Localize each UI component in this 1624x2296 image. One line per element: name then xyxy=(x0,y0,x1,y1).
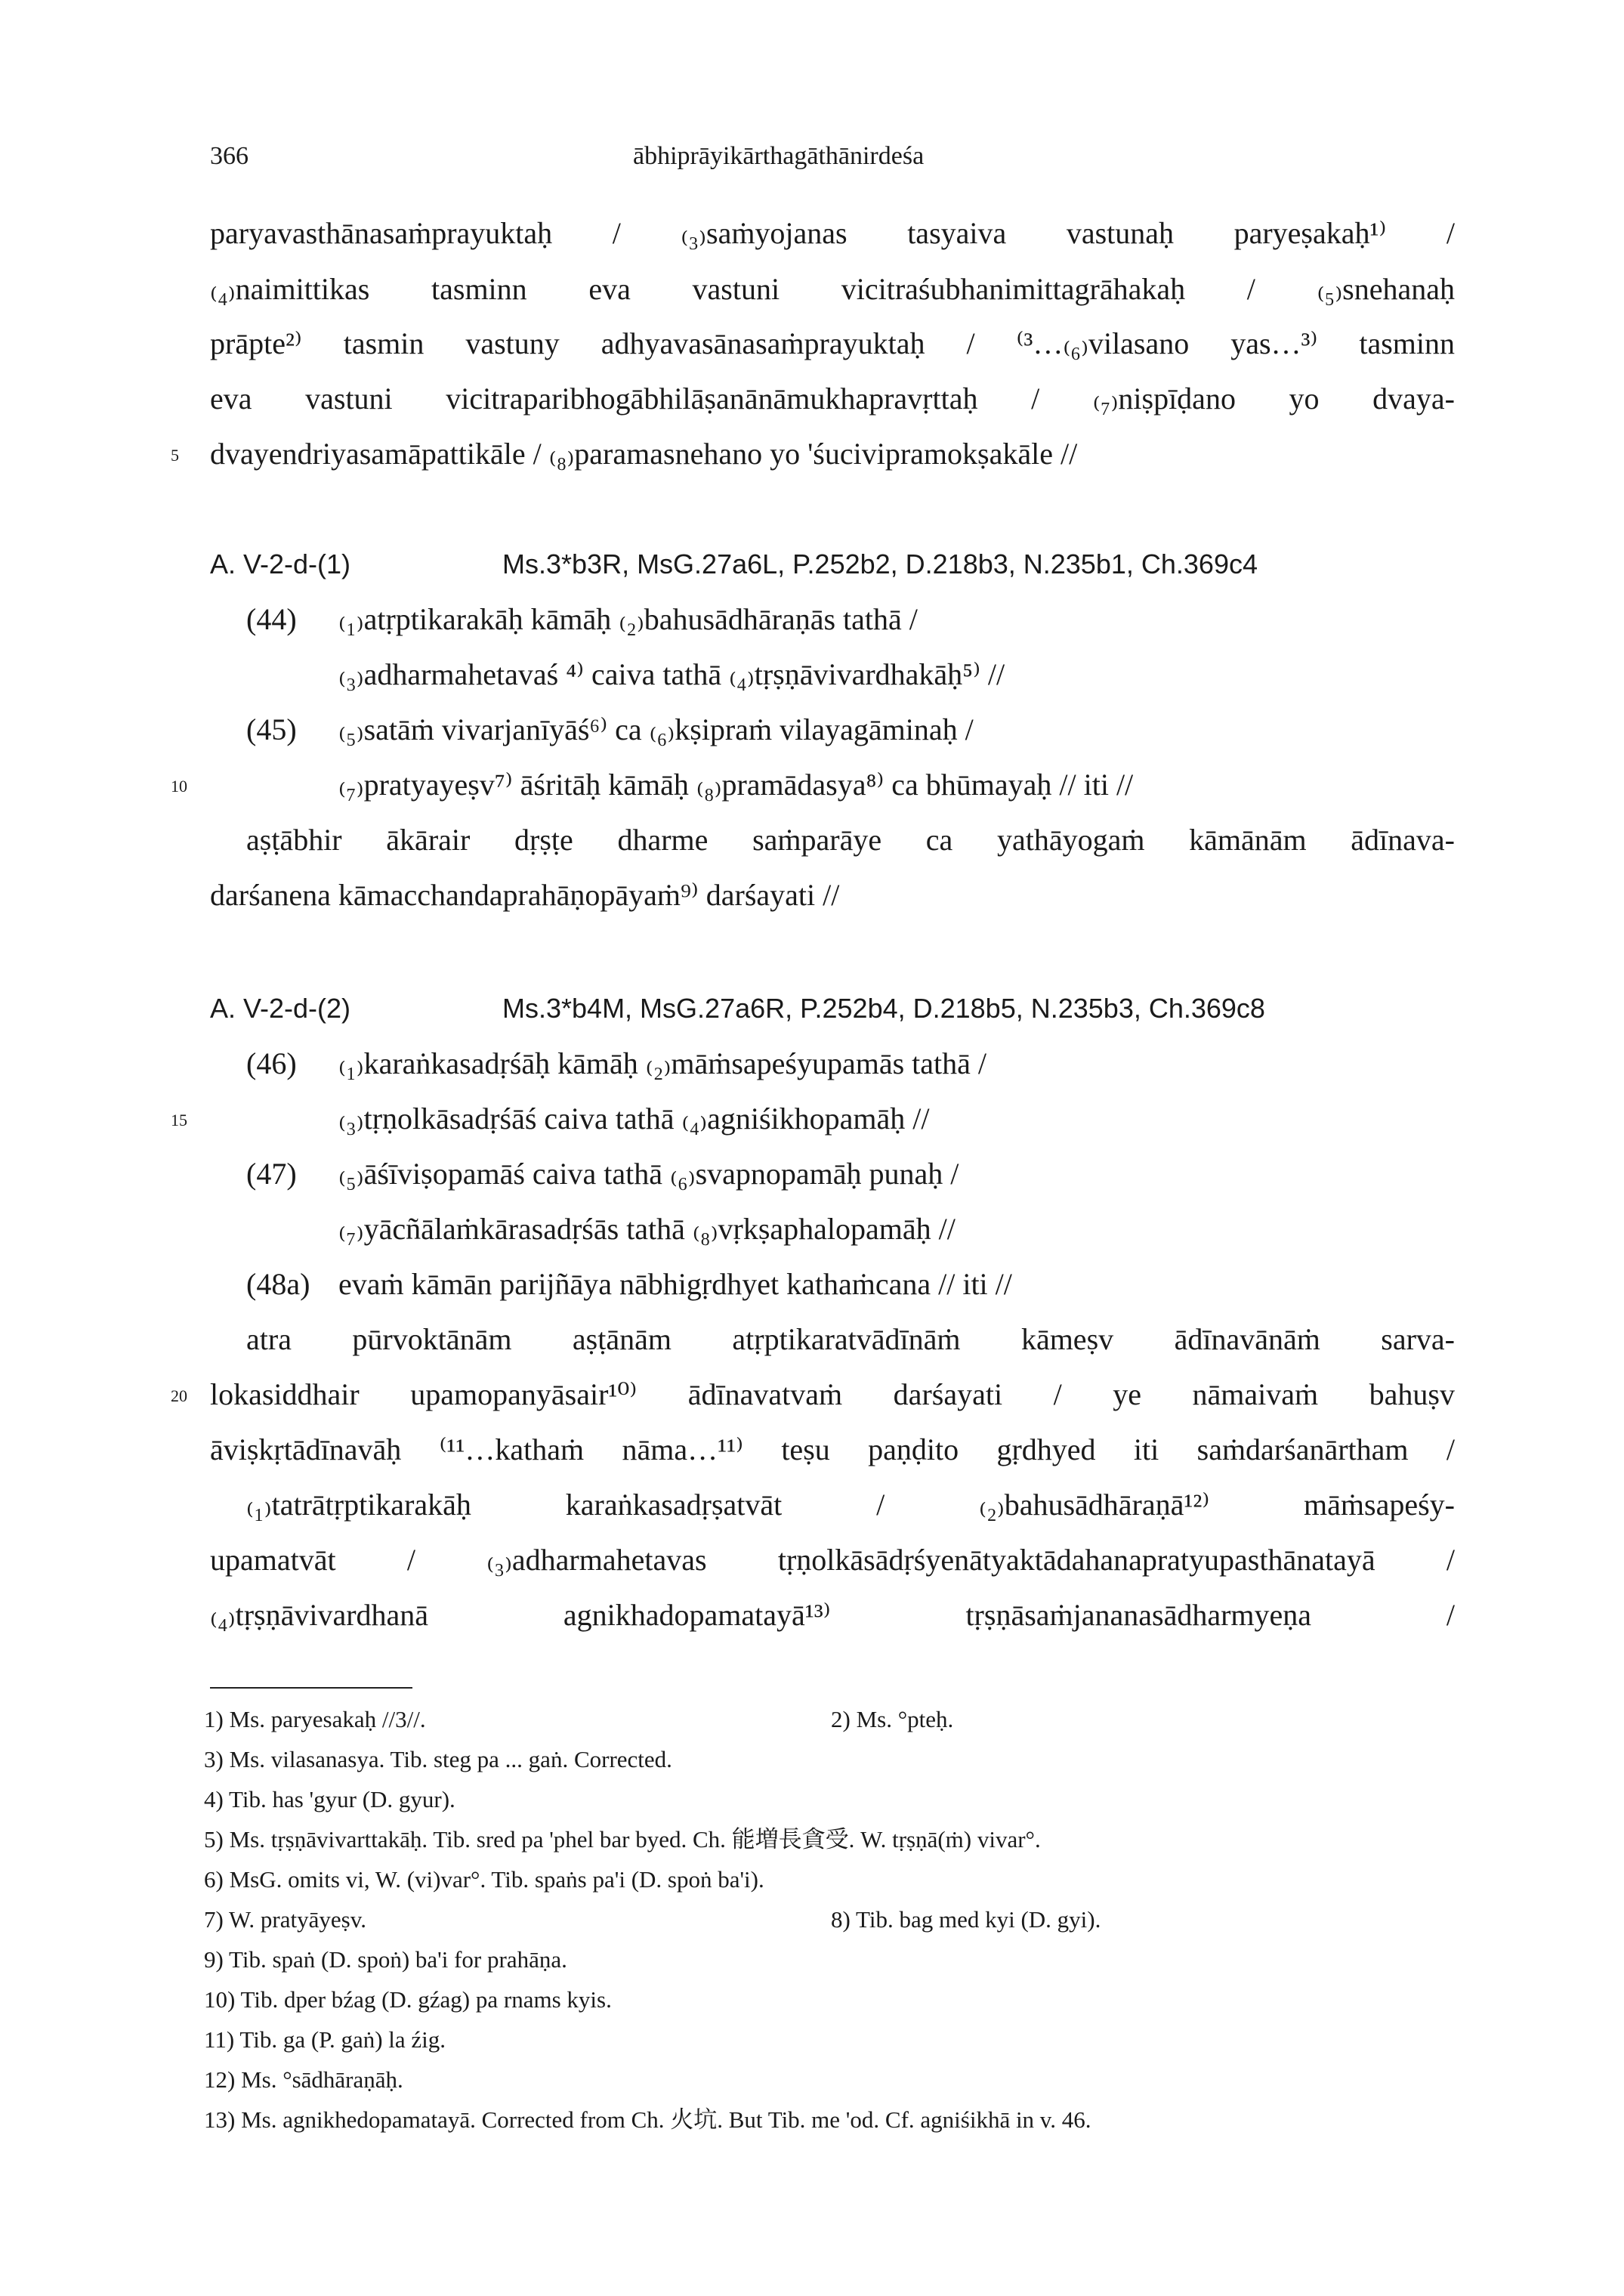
verse-line: ₍₃₎adharmahetavaś ⁴⁾ caiva tathā ₍₄₎tṛṣṇāvivardhakāḥ⁵⁾ // xyxy=(338,657,1005,691)
line-number: 5 xyxy=(171,446,179,465)
footnote-divider xyxy=(210,1687,412,1689)
text-line: upamatvāt / ₍₃₎adharmahetavas tṛṇolkāsādṛśyenātyaktādahanapratyupasthānatayā / xyxy=(210,1543,1455,1577)
footnote: 2) Ms. °pteḥ. xyxy=(831,1706,954,1732)
footnote: 10) Tib. dper bźag (D. gźag) pa rnams kyis. xyxy=(204,1986,612,2013)
verse-line: ₍₅₎satāṁ vivarjanīyāś⁶⁾ ca ₍₆₎kṣipraṁ vilayagāminaḥ / xyxy=(338,712,974,746)
footnote: 4) Tib. has 'gyur (D. gyur). xyxy=(204,1786,455,1812)
footnote: 7) W. pratyāyeṣv. xyxy=(204,1906,366,1933)
verse-line: ₍₇₎pratyayeṣv⁷⁾ āśritāḥ kāmāḥ ₍₈₎pramādasya⁸⁾ ca bhūmayaḥ // iti // xyxy=(338,768,1134,802)
footnote: 6) MsG. omits vi, W. (vi)var°. Tib. spaṅs pa'i (D. spoṅ ba'i). xyxy=(204,1866,764,1893)
verse-line: ₍₃₎tṛṇolkāsadṛśāś caiva tathā ₍₄₎agniśikhopamāḥ // xyxy=(338,1102,930,1136)
page-number: 366 xyxy=(210,142,249,170)
footnote: 11) Tib. ga (P. gaṅ) la źig. xyxy=(204,2026,446,2053)
running-title: ābhiprāyikārthagāthānirdeśa xyxy=(633,142,925,170)
verse-number: (47) xyxy=(246,1157,297,1191)
text-line: āviṣkṛtādīnavāḥ ⁽¹¹…kathaṁ nāma…¹¹⁾ teṣu paṇḍito gṛdhyed iti saṁdarśanārtham / xyxy=(210,1432,1455,1466)
text-line: dvayendriyasamāpattikāle / ₍₈₎paramasnehano yo 'śucivipramokṣakāle // xyxy=(210,437,1078,471)
line-number: 20 xyxy=(171,1386,187,1405)
text-line: atra pūrvoktānām aṣṭānām atṛptikaratvādīnāṁ kāmeṣv ādīnavānāṁ sarva- xyxy=(246,1322,1455,1356)
verse-line: evaṁ kāmān parijñāya nābhigṛdhyet kathaṁcana // iti // xyxy=(338,1267,1012,1301)
verse-number: (46) xyxy=(246,1046,297,1080)
line-number: 10 xyxy=(171,777,187,796)
section-sources: Ms.3*b3R, MsG.27a6L, P.252b2, D.218b3, N.235b1, Ch.369c4 xyxy=(502,549,1258,579)
text-line: paryavasthānasaṁprayuktaḥ / ₍₃₎saṁyojanas tasyaiva vastunaḥ paryeṣakaḥ¹⁾ / xyxy=(210,216,1455,250)
page-header xyxy=(210,142,1420,180)
footnote: 9) Tib. spaṅ (D. spoṅ) ba'i for prahāṇa. xyxy=(204,1946,567,1973)
text-line: ₍₄₎tṛṣṇāvivardhanā agnikhadopamatayā¹³⁾ tṛṣṇāsaṁjananasādharmyeṇa / xyxy=(210,1598,1455,1632)
footnote: 13) Ms. agnikhedopamatayā. Corrected from Ch. 火坑. But Tib. me 'od. Cf. agniśikhā in v. 46. xyxy=(204,2106,1091,2133)
text-line: darśanena kāmacchandaprahāṇopāyaṁ⁹⁾ darśayati // xyxy=(210,878,840,912)
line-number: 15 xyxy=(171,1111,187,1129)
text-line: aṣṭābhir ākārair dṛṣṭe dharme saṁparāye ca yathāyogaṁ kāmānām ādīnava- xyxy=(246,823,1455,857)
text-line: ₍₄₎naimittikas tasminn eva vastuni vicitraśubhanimittagrāhakaḥ / ₍₅₎snehanaḥ xyxy=(210,272,1455,306)
verse-line: ₍₁₎atṛptikarakāḥ kāmāḥ ₍₂₎bahusādhāraṇās tathā / xyxy=(338,602,918,636)
footnote: 3) Ms. vilasanasya. Tib. steg pa ... gaṅ. Corrected. xyxy=(204,1746,672,1772)
text-line: eva vastuni vicitraparibhogābhilāṣanānāmukhapravṛttaḥ / ₍₇₎niṣpīḍano yo dvaya- xyxy=(210,382,1455,416)
footnote: 5) Ms. tṛṣṇāvivarttakāḥ. Tib. sred pa 'phel bar byed. Ch. 能増長貪受. W. tṛṣṇā(ṁ) vivar°. xyxy=(204,1826,1041,1853)
text-line: lokasiddhair upamopanyāsair¹⁰⁾ ādīnavatvaṁ darśayati / ye nāmaivaṁ bahuṣv xyxy=(210,1377,1455,1411)
section-id: A. V-2-d-(2) xyxy=(210,993,351,1024)
footnote: 8) Tib. bag med kyi (D. gyi). xyxy=(831,1906,1101,1933)
verse-line: ₍₅₎āśīviṣopamāś caiva tathā ₍₆₎svapnopamāḥ punaḥ / xyxy=(338,1157,959,1191)
verse-number: (45) xyxy=(246,712,297,746)
text-line: ₍₁₎tatrātṛptikarakāḥ karaṅkasadṛṣatvāt / ₍₂₎bahusādhāraṇā¹²⁾ māṁsapeśy- xyxy=(246,1488,1455,1522)
footnote: 12) Ms. °sādhāraṇāḥ. xyxy=(204,2066,403,2093)
verse-number: (48a) xyxy=(246,1267,310,1301)
text-line: prāpte²⁾ tasmin vastuny adhyavasānasaṁprayuktaḥ / ⁽³…₍₆₎vilasano yas…³⁾ tasminn xyxy=(210,326,1455,360)
verse-number: (44) xyxy=(246,602,297,636)
section-sources: Ms.3*b4M, MsG.27a6R, P.252b4, D.218b5, N.235b3, Ch.369c8 xyxy=(502,993,1265,1024)
section-id: A. V-2-d-(1) xyxy=(210,549,351,579)
footnote: 1) Ms. paryesakaḥ //3//. xyxy=(204,1706,426,1732)
verse-line: ₍₇₎yācñālaṁkārasadṛśās tathā ₍₈₎vṛkṣaphalopamāḥ // xyxy=(338,1212,956,1246)
verse-line: ₍₁₎karaṅkasadṛśāḥ kāmāḥ ₍₂₎māṁsapeśyupamās tathā / xyxy=(338,1046,987,1080)
